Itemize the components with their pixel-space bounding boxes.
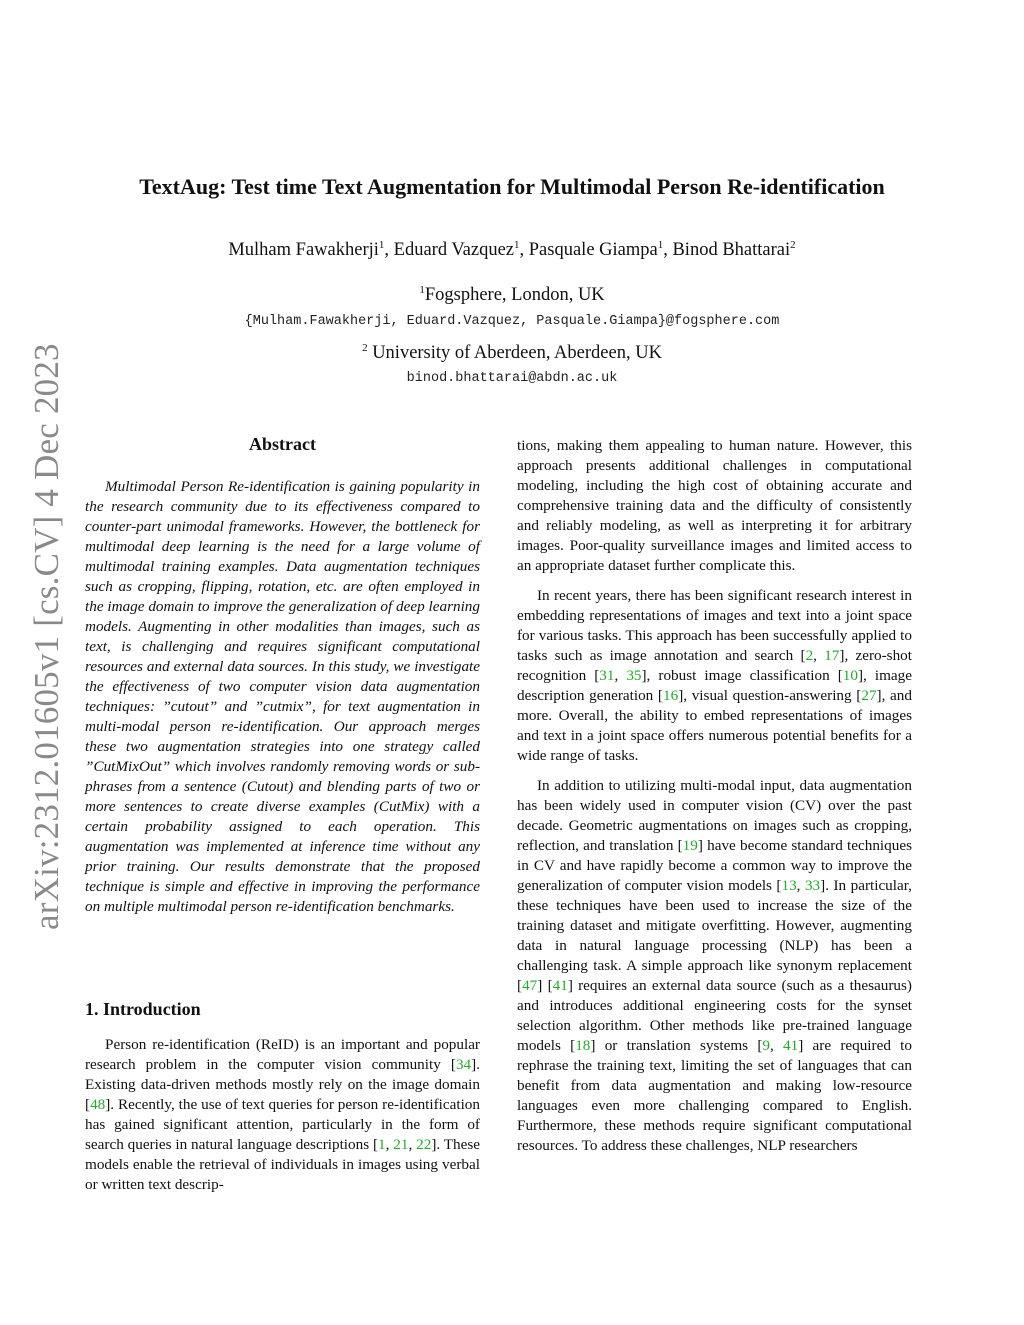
citation-link[interactable]: 19 (682, 837, 698, 854)
author: Eduard Vazquez (393, 240, 515, 260)
paragraph: tions, making them appealing to human nature. However, this approach presents additional challenges in computational modeling, including the high cost of obtaining accurate and comprehensive training data and the difficulty of consistently and reliably modeling, as well as interpreting it for arbitrary images. Poor-quality surveillance images and limited access to an appropriate dataset further complicate this. (517, 437, 912, 574)
right-column (517, 436, 912, 1166)
citation-link[interactable]: 48 (90, 1096, 106, 1113)
paper-title: TextAug: Test time Text Augmentation for Multimodal Person Re-identification (139, 174, 885, 199)
abstract-body: Multimodal Person Re-identification is gaining popularity in the research community due to its effectiveness compared to counter-part unimodal frameworks. However, the bottleneck for multimodal deep learning is the need for a large volume of multimodal training examples. Data augmentation techniques such as cropping, flipping, rotation, etc. are often employed in the image domain to improve the generalization of deep learning models. Augmenting in other modalities than images, such as text, is challenging and requires significant computational resources and external data sources. In this study, we investigate the effectiveness of two computer vision data augmentation techniques: ”cutout” and ”cutmix”, for text augmentation in multi-modal person re-identification. Our approach merges these two augmentation strategies into one strategy called ”CutMixOut” which involves randomly removing words or sub-phrases from a sentence (Cutout) and blending parts of two or more sentences to create diverse examples (CutMix) with a certain probability assigned to each operation. This augmentation was implemented at inference time without any prior training. Our results demonstrate that the proposed technique is simple and effective in improving the performance on multiple multimodal person re-identification benchmarks. (85, 478, 480, 915)
author: Binod Bhattarai (672, 240, 791, 260)
arxiv-stamp: arXiv:2312.01605v1 [cs.CV] 4 Dec 2023 (27, 343, 66, 930)
citation-link[interactable]: 17 (824, 647, 840, 664)
paragraph: In recent years, there has been significant research interest in embedding representations of images and text into a joint space for various tasks. This approach has been successfully applied to tasks such as image annotation and search [2, 17], zero-shot recognition [31, 35], robust image classification [10], image description generation [16], visual question-answering [27], and more. Overall, the ability to embed representations of images and text in a joint space offers numerous potential benefits for a wide range of tasks. (517, 587, 912, 764)
paragraph: In addition to utilizing multi-modal input, data augmentation has been widely used in computer vision (CV) over the past decade. Geometric augmentations on images such as cropping, reflection, and translation [19] have become standard techniques in CV and have rapidly become a common way to improve the generalization of computer vision models [13, 33]. In particular, these techniques have been used to increase the size of the training dataset and mitigate overfitting. However, augmenting data in natural language processing (NLP) has been a challenging task. A simple approach like synonym replacement [47] [41] requires an external data source (such as a thesaurus) and introduces additional engineering costs for the synset selection algorithm. Other methods like pre-trained language models [18] or translation systems [9, 41] are required to rephrase the training text, limiting the set of languages that can benefit from data augmentation and making low-resource languages even more challenging compared to English. Furthermore, these methods require significant computational resources. To address these challenges, NLP researchers (517, 777, 912, 1154)
citation-link[interactable]: 13 (781, 877, 797, 894)
affiliation-2-email: binod.bhattarai@abdn.ac.uk (406, 371, 618, 386)
citation-link[interactable]: 27 (861, 687, 877, 704)
citation-link[interactable]: 34 (455, 1056, 472, 1073)
author-list: Mulham Fawakherji$^1$, Eduard Vazquez$^1$, Pasquale Giampa$^1$, Binod Bhattarai$^2$ (228, 238, 796, 260)
citation-link[interactable]: 41 (552, 977, 568, 994)
citation-link[interactable]: 35 (626, 667, 642, 684)
paragraph: Person re-identification (ReID) is an important and popular research problem in the computer vision community [34]. Existing data-driven methods mostly rely on the image domain [48]. Recently, the use of text queries for person re-identification has gained significant attention, particularly in the form of search queries in natural language descriptions [1, 21, 22]. These models enable the retrieval of individuals in images using verbal or written text descrip- (85, 1036, 481, 1193)
citation-link[interactable]: 16 (663, 687, 679, 704)
section-heading-introduction: 1. Introduction (85, 999, 201, 1019)
citation-link[interactable]: 21 (393, 1136, 409, 1153)
author: Mulham Fawakherji (228, 240, 379, 260)
citation-link[interactable]: 9 (762, 1037, 770, 1054)
author: Pasquale Giampa (528, 240, 658, 260)
citation-link[interactable]: 18 (575, 1037, 591, 1054)
affiliation-1: $^1$Fogsphere, London, UK (419, 283, 605, 305)
citation-link[interactable]: 41 (783, 1037, 799, 1054)
citation-link[interactable]: 2 (805, 647, 814, 664)
affiliation-2: $^2$ University of Aberdeen, Aberdeen, UK (362, 341, 662, 363)
citation-link[interactable]: 31 (599, 667, 615, 684)
citation-link[interactable]: 47 (522, 977, 538, 994)
abstract-heading: Abstract (249, 434, 316, 454)
citation-link[interactable]: 10 (842, 667, 858, 684)
citation-link[interactable]: 1 (378, 1136, 386, 1153)
citation-link[interactable]: 33 (804, 877, 821, 894)
introduction-left-column (85, 1035, 480, 1205)
citation-link[interactable]: 22 (416, 1136, 432, 1153)
affiliation-1-email: {Mulham.Fawakherji, Eduard.Vazquez, Pasquale.Giampa}@fogsphere.com (244, 314, 780, 329)
